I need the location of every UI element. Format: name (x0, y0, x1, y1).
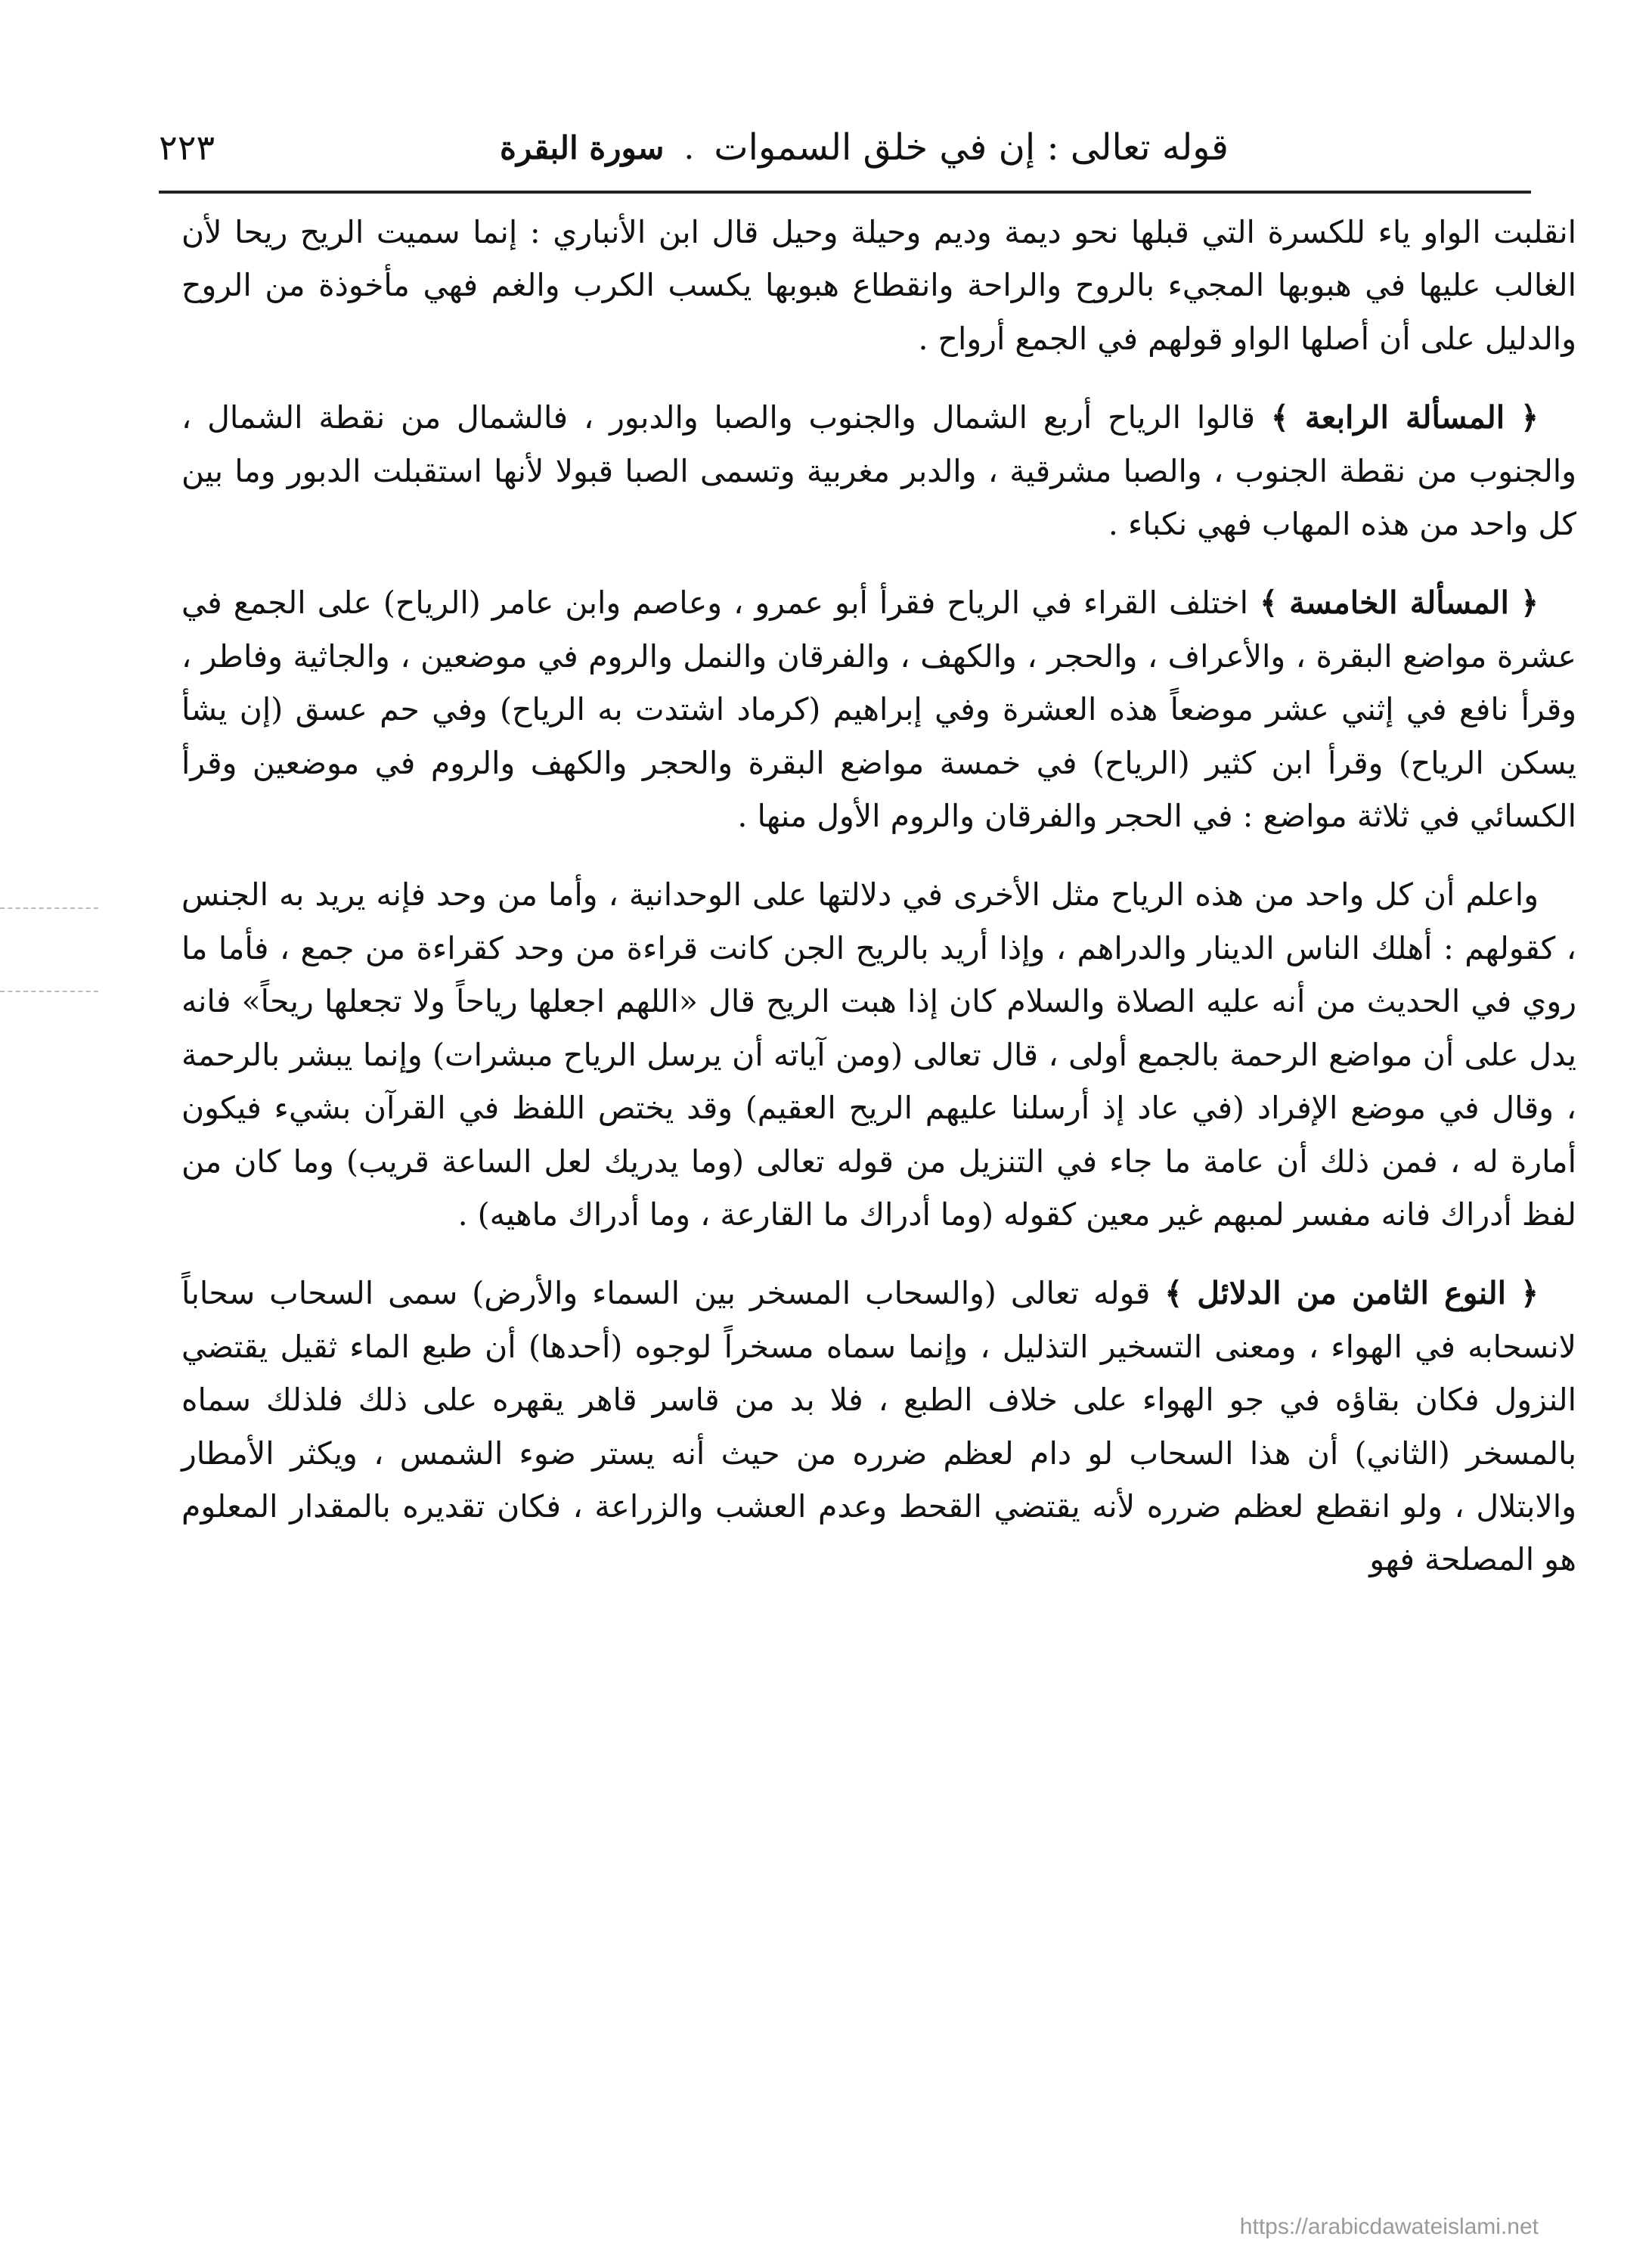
header-surah: سورة البقرة (500, 129, 665, 166)
paragraph-3 (181, 576, 1576, 842)
paragraph-1 (181, 206, 1576, 365)
paragraph-heading: النوع الثامن من الدلائل (1197, 1275, 1507, 1312)
paragraph-2 (181, 391, 1576, 551)
page-header (159, 113, 1229, 181)
paragraph-text: قوله تعالى (والسحاب المسخر بين السماء والأرض) سمى السحاب سحاباً لانسحابه في الهواء ، ومعنى التسخير التذليل ، وإنما سماه مسخراً لوجوه (أحدها) أن طبع الماء ثقيل يقتضي النزول فكان بقاؤه في جو الهواء على خلاف الطبع ، فلا بد من قاسر قاهر يقهره على ذلك فلذلك سماه بالمسخر (الثاني) أن هذا السحاب لو دام لعظم ضرره من حيث أنه يستر ضوء الشمس ، ويكثر الأمطار والابتلال ، ولو انقطع لعظم ضرره لأنه يقتضي القحط وعدم العشب والزراعة ، فكان تقديره بالمقدار المعلوم هو المصلحة فهو (181, 1275, 1576, 1578)
watermark-url: https://arabicdawateislami.net (1239, 2214, 1539, 2239)
paragraph-heading: المسألة الرابعة (1304, 399, 1505, 436)
open-bracket: ﴿ (1520, 399, 1539, 436)
header-titles (500, 126, 1229, 169)
margin-mark (0, 991, 98, 992)
open-bracket: ﴿ (1520, 1275, 1539, 1312)
header-separator: . (683, 128, 695, 167)
header-title: قوله تعالى : إن في خلق السموات (714, 126, 1229, 169)
paragraph-text: اختلف القراء في الرياح فقرأ أبو عمرو ، وعاصم وابن عامر (الرياح) على الجمع في عشرة مواضع البقرة ، والأعراف ، والحجر ، والكهف ، والفرقان والنمل والروم في موضعين ، والجاثية وفاطر ، وقرأ نافع في إثني عشر موضعاً هذه العشرة وفي إبراهيم (كرماد اشتدت به الرياح) وفي حم عسق (إن يشأ يسكن الرياح) وقرأ ابن كثير (الرياح) في خمسة مواضع البقرة والحجر والكهف والروم في موضعين وقرأ الكسائي في ثلاثة مواضع : في الحجر والفرقان والروم الأول منها . (181, 585, 1577, 835)
page-number: ٢٢٣ (159, 127, 215, 168)
open-bracket: ﴿ (1520, 585, 1539, 622)
paragraph-5 (181, 1267, 1576, 1586)
header-rule (159, 191, 1531, 194)
paragraph-text: انقلبت الواو ياء للكسرة التي قبلها نحو ديمة وديم وحيلة وحيل قال ابن الأنباري : إنما سميت الريح ريحا لأن الغالب عليها في هبوبها المجيء بالروح والراحة وانقطاع هبوبها يكسب الكرب والغم فهي مأخوذة من الروح والدليل على أن أصلها الواو قولهم في الجمع أرواح . (181, 214, 1576, 357)
paragraph-4 (181, 868, 1576, 1241)
margin-mark (0, 907, 98, 909)
close-bracket: ﴾ (1164, 1275, 1183, 1312)
paragraph-text: واعلم أن كل واحد من هذه الرياح مثل الأخرى في دلالتها على الوحدانية ، وأما من وحد فإنه يريد به الجنس ، كقولهم : أهلك الناس الدينار والدراهم ، وإذا أريد بالريح الجن كانت قراءة من وحد كقراءة من جمع ، فأما ما روي في الحديث من أنه عليه الصلاة والسلام كان إذا هبت الريح قال «اللهم اجعلها رياحاً ولا تجعلها ريحاً» فانه يدل على أن مواضع الرحمة بالجمع أولى ، قال تعالى (ومن آياته أن يرسل الرياح مبشرات) وإنما يبشر بالرحمة ، وقال في موضع الإفراد (في عاد إذ أرسلنا عليهم الريح العقيم) وقد يختص اللفظ في القرآن بشيء فيكون أمارة له ، فمن ذلك أن عامة ما جاء في التنزيل من قوله تعالى (وما يدريك لعل الساعة قريب) وما كان من لفظ أدراك فانه مفسر لمبهم غير معين كقوله (وما أدراك ما القارعة ، وما أدراك ماهيه) . (181, 876, 1576, 1233)
close-bracket: ﴾ (1260, 585, 1279, 622)
page-body (181, 206, 1576, 1612)
close-bracket: ﴾ (1270, 399, 1289, 436)
paragraph-text: قالوا الرياح أربع الشمال والجنوب والصبا والدبور ، فالشمال من نقطة الشمال ، والجنوب من نقطة الجنوب ، والصبا مشرقية ، والدبر مغربية وتسمى الصبا قبولا لأنها استقبلت الدبور وما بين كل واحد من هذه المهاب فهي نكباء . (181, 399, 1576, 543)
paragraph-heading: المسألة الخامسة (1289, 585, 1509, 622)
